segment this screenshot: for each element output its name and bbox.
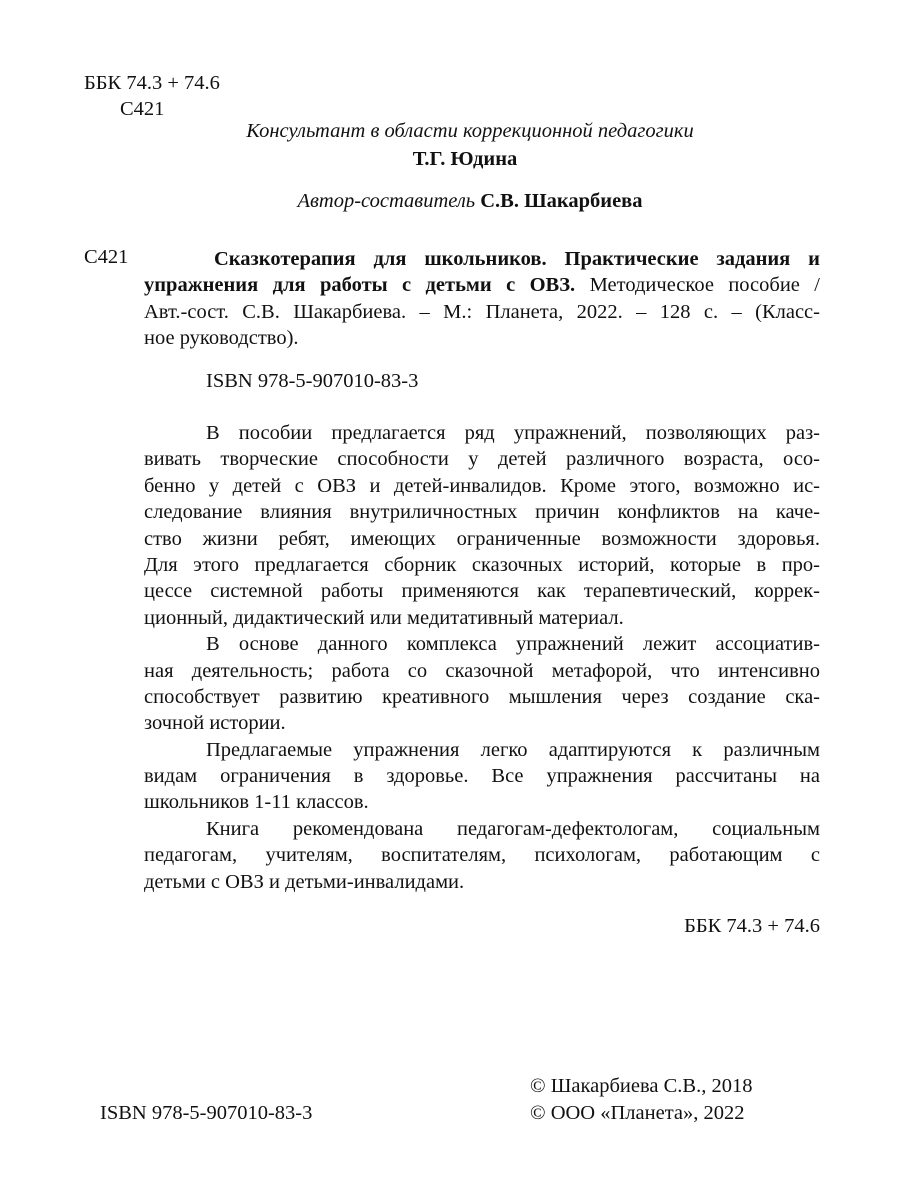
abstract-p2-line: ная деятельность; работа со сказочной метафорой, что интенсивно <box>144 659 820 682</box>
abstract-p4-line: Книга рекомендована педагогам-дефектологам, социальным <box>206 817 820 840</box>
abstract-p1-line: ство жизни ребят, имеющих ограниченные возможности здоровья. <box>144 527 820 550</box>
abstract-p1-line: следование влияния внутриличностных причин конфликтов на каче- <box>144 501 820 524</box>
consultant-role: Консультант в области коррекционной педагогики <box>246 120 694 142</box>
book-type: Методическое пособие / <box>589 274 820 297</box>
abstract-p3-line: Предлагаемые упражнения легко адаптируются к различным <box>206 738 820 761</box>
isbn-mid: ISBN 978-5-907010-83-3 <box>206 370 419 392</box>
copyright-publisher: © ООО «Планета», 2022 <box>530 1102 745 1124</box>
abstract-p4-line: педагогам, учителям, воспитателям, психологам, работающим с <box>144 844 820 867</box>
author-name: С.В. Шакарбиева <box>480 190 643 212</box>
isbn-bottom: ISBN 978-5-907010-83-3 <box>100 1102 313 1124</box>
abstract-p2-line: В основе данного комплекса упражнений лежит ассоциатив- <box>206 633 820 656</box>
abstract-p1-line: вивать творческие способности у детей различного возраста, осо- <box>144 448 820 471</box>
abstract <box>144 420 820 895</box>
copyright-author: © Шакарбиева С.В., 2018 <box>530 1075 753 1097</box>
abstract-p3-line: видам ограничения в здоровье. Все упражнения рассчитаны на <box>144 765 820 788</box>
abstract-p1-line: В пособии предлагается ряд упражнений, позволяющих раз- <box>206 422 820 444</box>
bibliographic-line-4: ное руководство). <box>144 327 299 350</box>
book-title-line-1: Сказкотерапия для школьников. Практические задания и <box>214 248 820 270</box>
abstract-p2-line: зочной истории. <box>144 712 286 735</box>
abstract-p1-line: Для этого предлагается сборник сказочных историй, которые в про- <box>144 553 820 576</box>
book-title-line-2-bold: упражнения для работы с детьми с ОВЗ. <box>144 274 576 297</box>
abstract-p1-line: бенно у детей с ОВЗ и детей-инвалидов. Кроме этого, возможно ис- <box>144 474 820 497</box>
book-title-line-2 <box>144 272 820 298</box>
consultant-name: Т.Г. Юдина <box>412 148 518 170</box>
abstract-p2-line: способствует развитию креативного мышления через создание ска- <box>144 685 820 708</box>
author-code-main: С421 <box>84 246 129 268</box>
bbk-index-bottom: ББК 74.3 + 74.6 <box>684 915 820 937</box>
abstract-p4-line: детьми с ОВЗ и детьми-инвалидами. <box>144 870 465 893</box>
abstract-p1-line: цессе системной работы применяются как терапевтический, коррек- <box>144 580 820 603</box>
bbk-index-top: ББК 74.3 + 74.6 <box>84 72 220 94</box>
bibliographic-line-3: Авт.-сост. С.В. Шакарбиева. – М.: Планета, 2022. – 128 с. – (Класс- <box>144 300 820 323</box>
bibliographic-record <box>144 246 820 352</box>
abstract-p1-line: ционный, дидактический или медитативный материал. <box>144 606 624 629</box>
author-code-top: С421 <box>120 98 165 120</box>
abstract-p3-line: школьников 1-11 классов. <box>144 791 369 814</box>
author-role: Автор-составитель <box>297 190 476 212</box>
author-line <box>0 190 900 213</box>
